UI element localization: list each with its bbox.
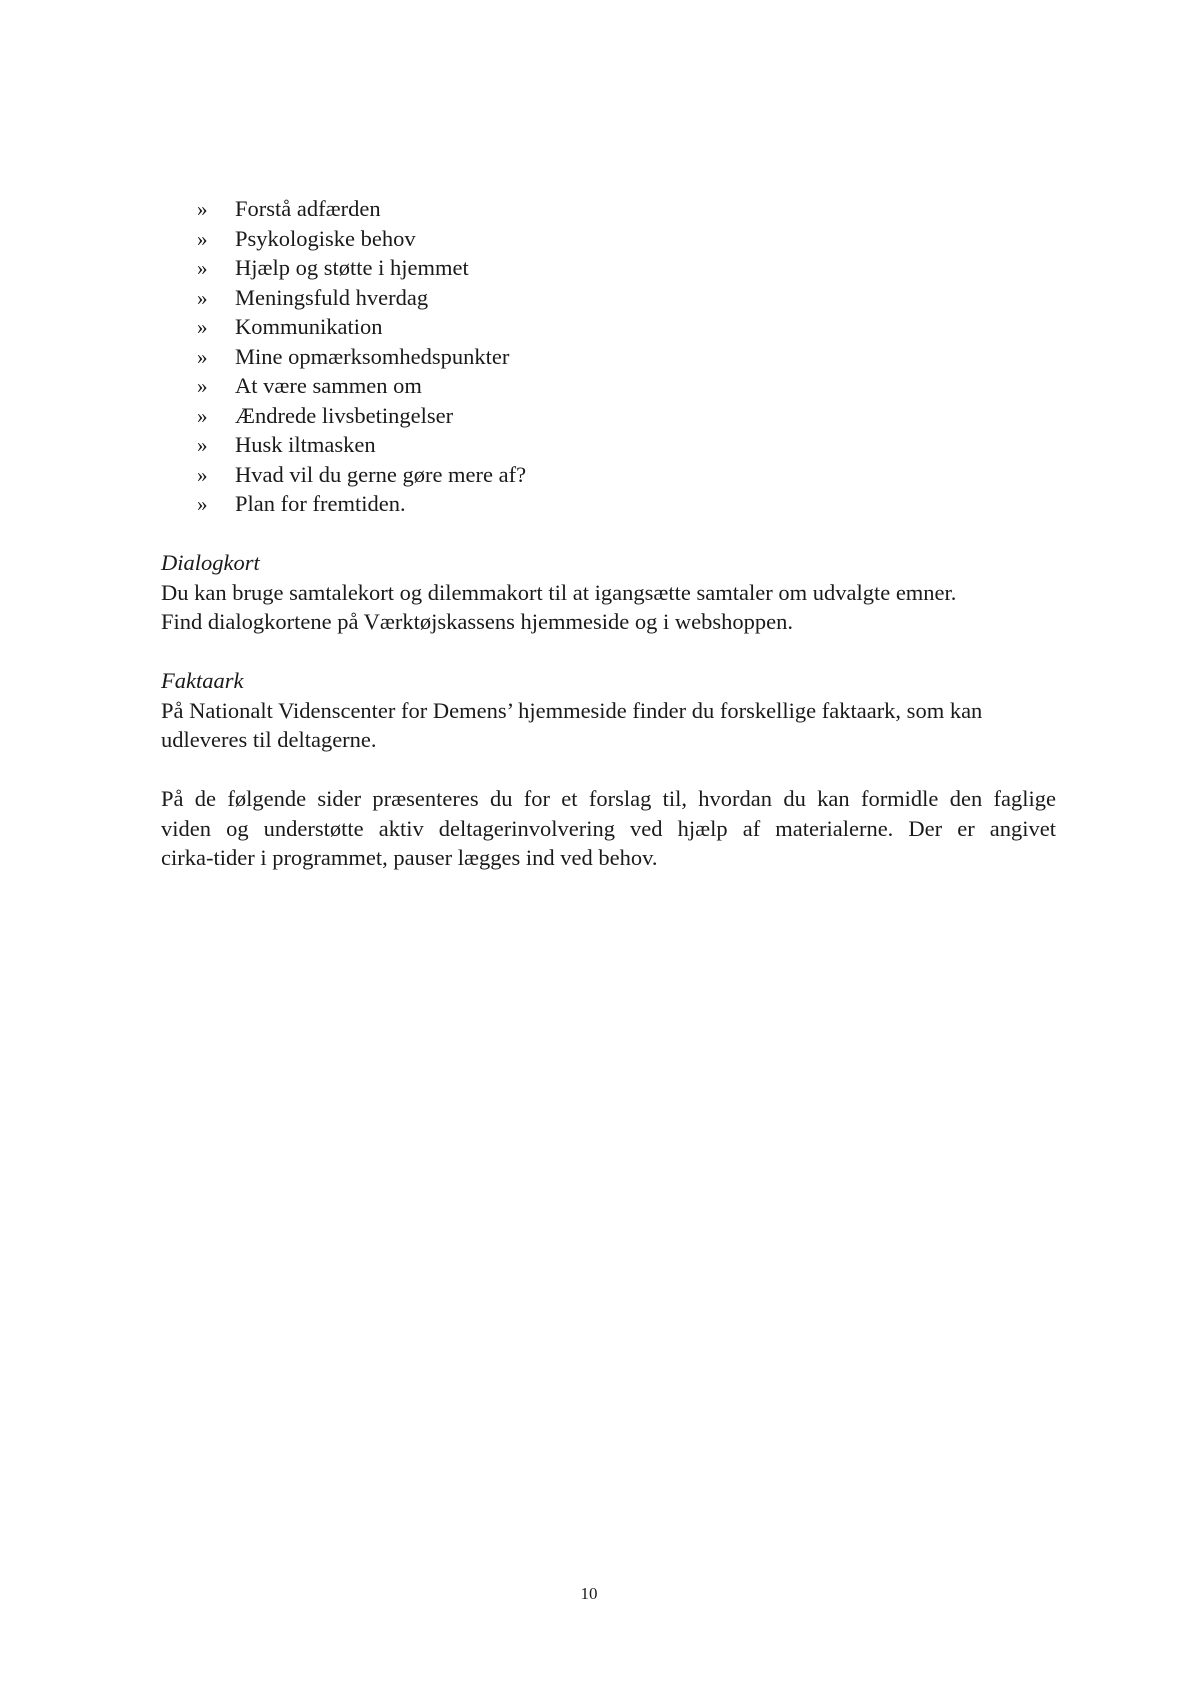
list-item — [197, 224, 1056, 254]
list-item-text: Mine opmærksomhedspunkter — [235, 343, 510, 369]
closing-paragraph — [161, 784, 1056, 873]
list-item-text: Hjælp og støtte i hjemmet — [235, 255, 469, 280]
bullet-marker: » — [197, 256, 208, 280]
page-number: 10 — [580, 1584, 598, 1603]
page-content — [161, 194, 1056, 873]
list-item — [197, 194, 1056, 224]
bullet-marker: » — [197, 433, 208, 457]
bullet-marker: » — [197, 403, 208, 428]
bullet-marker: » — [197, 462, 208, 487]
list-item — [197, 312, 1056, 342]
bullet-marker: » — [197, 226, 208, 251]
bullet-marker: » — [197, 492, 208, 516]
dialogkort-section — [161, 548, 1056, 637]
list-item-text: Ændrede livsbetingelser — [235, 402, 454, 428]
bullet-marker: » — [197, 374, 208, 398]
dialogkort-paragraph — [161, 578, 1056, 637]
faktaark-section — [161, 666, 1056, 755]
list-item — [197, 253, 1056, 283]
faktaark-paragraph — [161, 696, 1056, 755]
list-item — [197, 342, 1056, 372]
bullet-marker: » — [197, 344, 208, 369]
list-item — [197, 283, 1056, 313]
dialogkort-heading: Dialogkort — [161, 550, 260, 575]
closing-section — [161, 784, 1056, 873]
list-item-text: Forstå adfærden — [235, 196, 381, 221]
bullet-marker: » — [197, 285, 208, 310]
paragraph-line: På Nationalt Videnscenter for Demens’ hjemmeside finder du forskellige faktaark, som kan — [161, 697, 983, 723]
list-item — [197, 460, 1056, 490]
paragraph-line: udleveres til deltagerne. — [161, 727, 377, 752]
list-item-text: Kommunikation — [235, 314, 383, 339]
bullet-marker: » — [197, 315, 208, 339]
paragraph-line: viden og understøtte aktiv deltagerinvolvering ved hjælp af materialerne. Der er angivet — [161, 815, 1056, 841]
list-item — [197, 371, 1056, 401]
list-item-text: Plan for fremtiden. — [235, 491, 406, 516]
list-item-text: Psykologiske behov — [235, 225, 416, 251]
list-item-text: Hvad vil du gerne gøre mere af? — [235, 461, 527, 487]
paragraph-line: Find dialogkortene på Værktøjskassens hjemmeside og i webshoppen. — [161, 609, 793, 634]
topic-list — [161, 194, 1056, 519]
list-item — [197, 430, 1056, 460]
list-item — [197, 401, 1056, 431]
faktaark-heading: Faktaark — [161, 668, 244, 693]
list-item-text: Meningsfuld hverdag — [235, 284, 429, 310]
paragraph-line: Du kan bruge samtalekort og dilemmakort til at igangsætte samtaler om udvalgte emner. — [161, 579, 957, 605]
list-item-text: Husk iltmasken — [235, 432, 376, 457]
list-item-text: At være sammen om — [235, 373, 422, 398]
paragraph-line: cirka-tider i programmet, pauser lægges ind ved behov. — [161, 845, 658, 870]
paragraph-line: På de følgende sider præsenteres du for et forslag til, hvordan du kan formidle den faglige — [161, 786, 1056, 811]
list-item — [197, 489, 1056, 519]
bullet-marker: » — [197, 197, 208, 221]
